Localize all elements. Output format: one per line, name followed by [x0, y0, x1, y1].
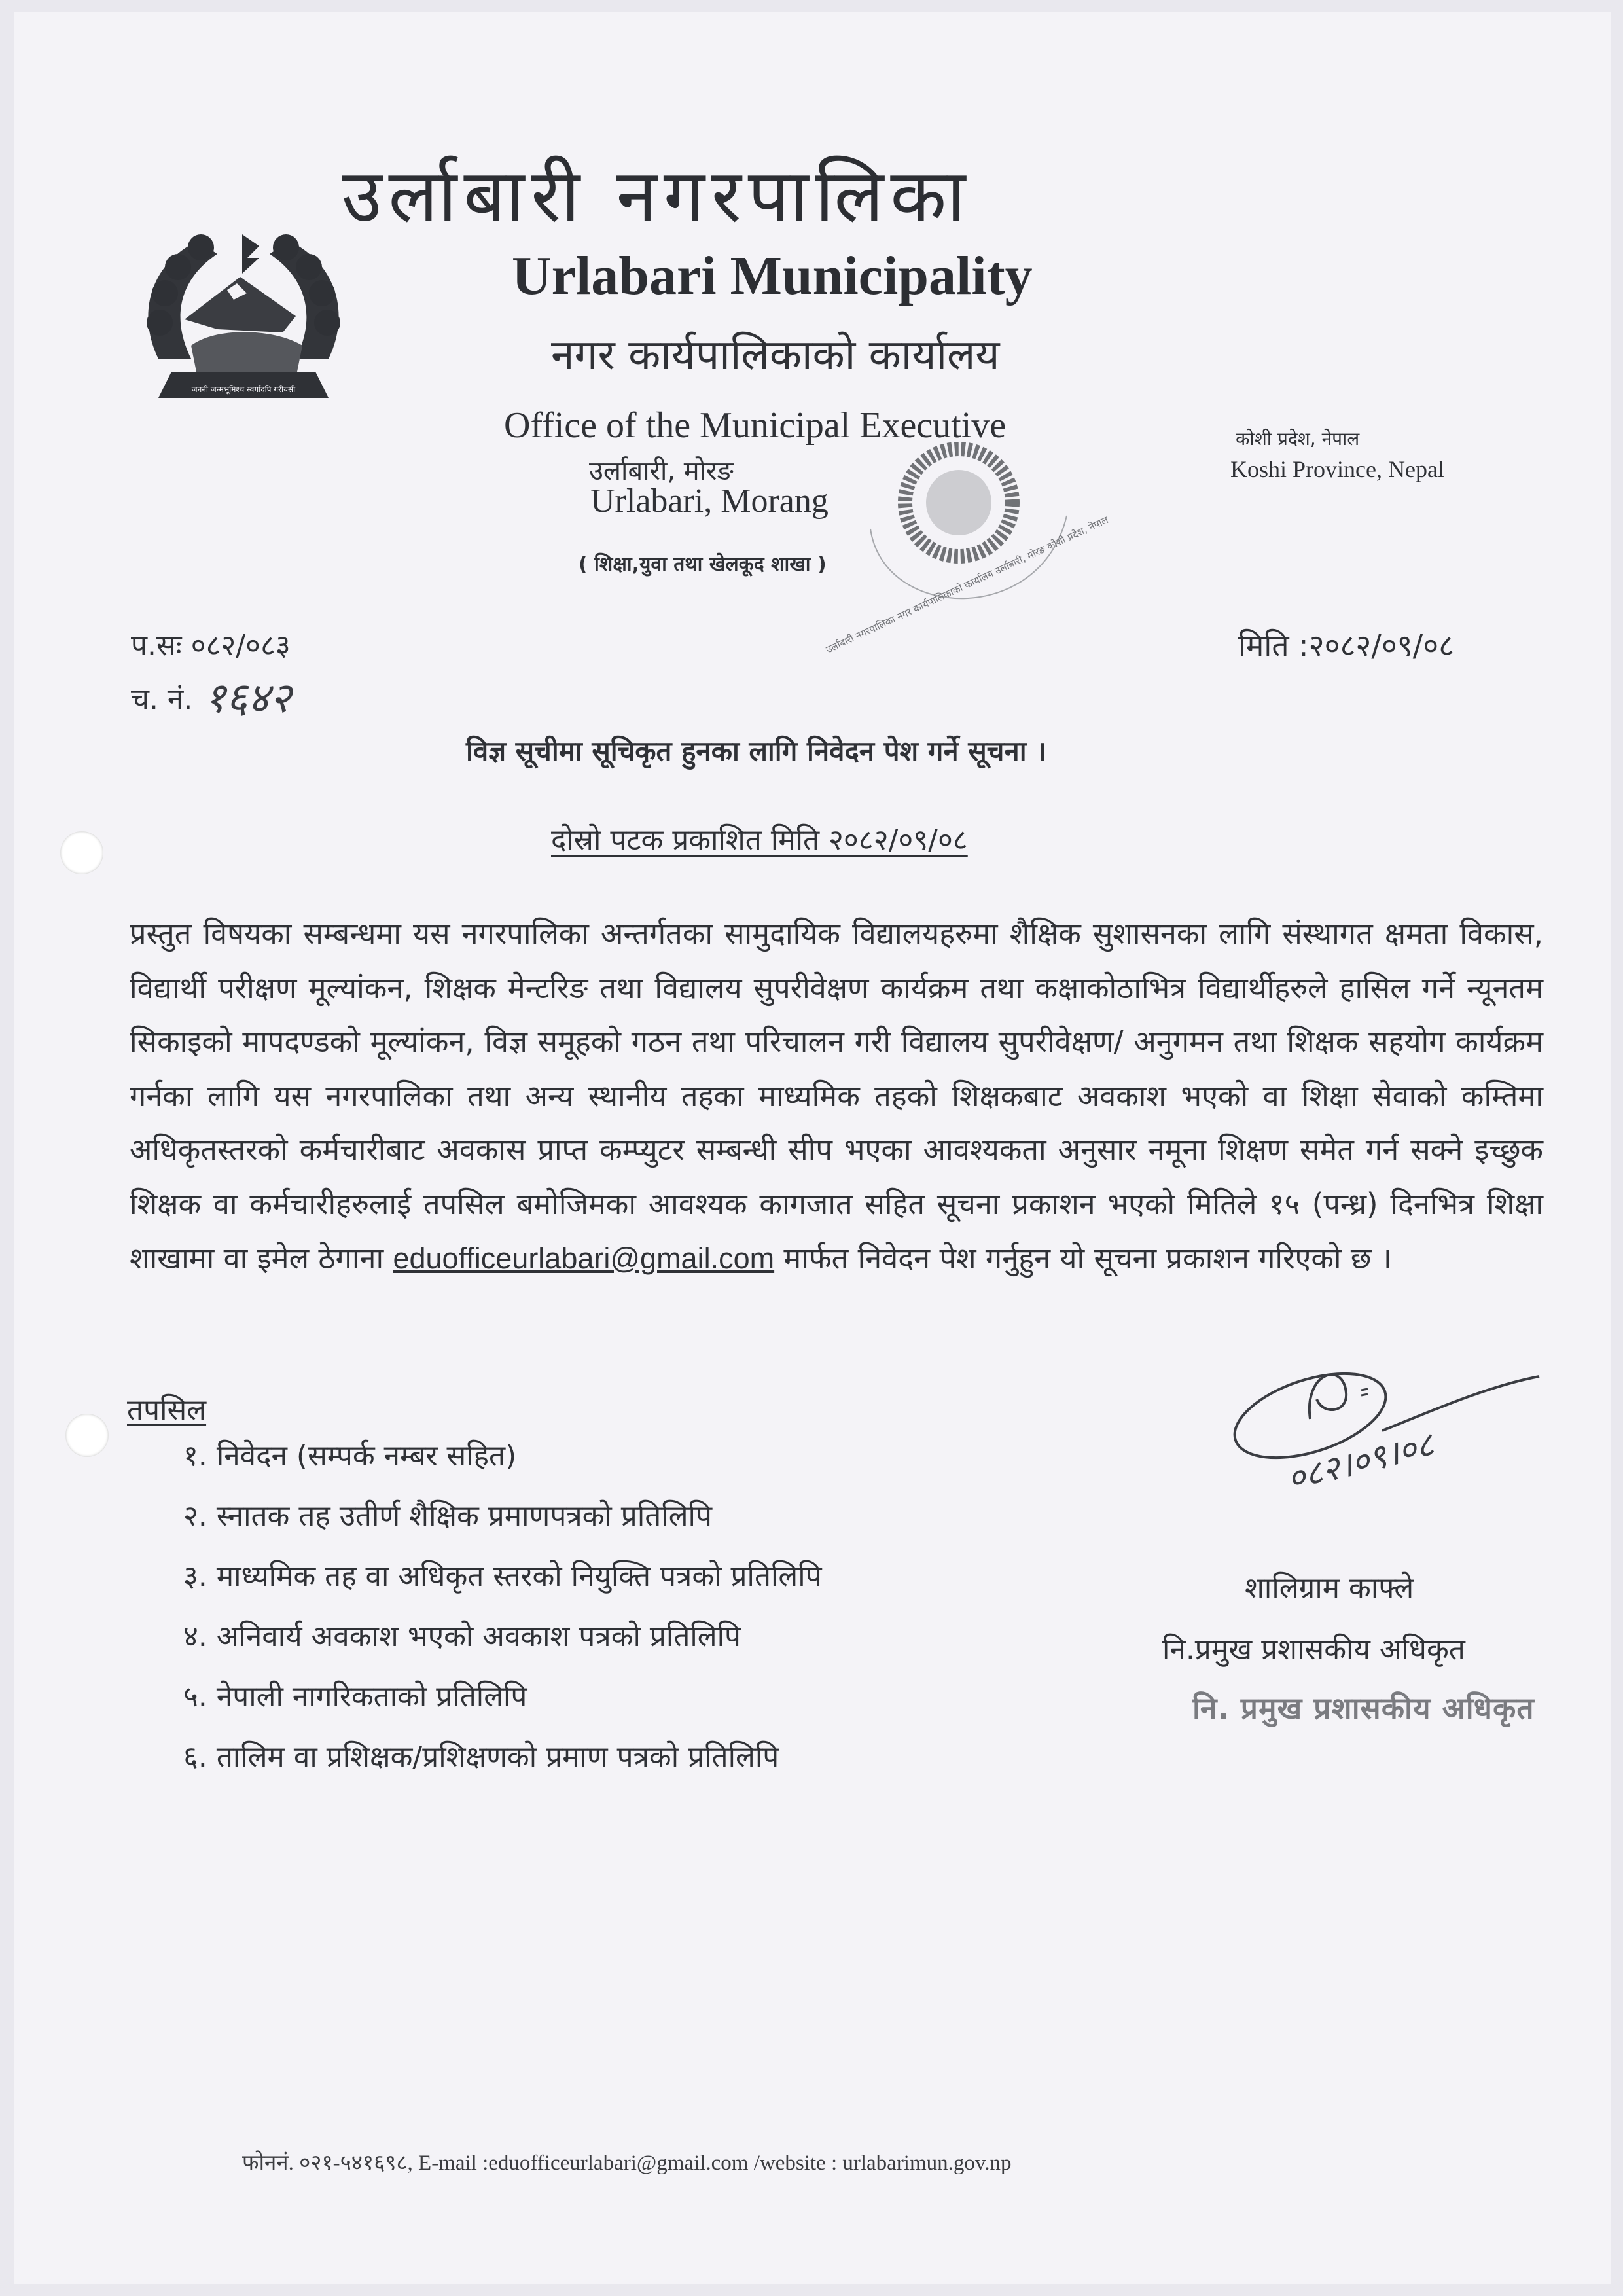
list-item: १. निवेदन (सम्पर्क नम्बर सहित) [183, 1439, 517, 1473]
emblem-motto: जननी जन्मभूमिश्च स्वर्गादपि गरीयसी [191, 385, 296, 394]
address-np: उर्लाबारी, मोरङ [589, 456, 734, 486]
signatory-designation: नि.प्रमुख प्रशासकीय अधिकृत [1162, 1633, 1465, 1666]
address-en: Urlabari, Morang [590, 482, 829, 520]
attachments-heading: तपसिल [127, 1393, 207, 1427]
signature-date: ०८२।०९।०८ [1283, 1425, 1438, 1499]
punch-hole [60, 831, 103, 874]
municipality-title-en: Urlabari Municipality [512, 245, 1033, 306]
footer-contact: फोननं. ०२१-५४१६९८, E-mail :eduofficeurlabari@gmail.com /website : urlabarimun.gov.np [242, 2151, 1012, 2175]
body-text: प्रस्तुत विषयका सम्बन्धमा यस नगरपालिका अन्तर्गतका सामुदायिक विद्यालयहरुमा शैक्षिक सुशासनका लागि संस्थागत क्षमता विकास, विद्यार्थी परीक्षण मूल्यांकन, शिक्षक मेन्टरिङ तथा विद्यालय सुपरीवेक्षण कार्यक्रम तथा कक्षाकोठाभित्र विद्यार्थीहरुले हासिल गर्ने न्यूनतम सिकाइको मापदण्डको मूल्यांकन, विज्ञ समूहको गठन तथा परिचालन गरी विद्यालय सुपरीवेक्षण/ अनुगमन तथा शिक्षक सहयोग कार्यक्रम गर्नका लागि यस नगरपालिका तथा अन्य स्थानीय तहका माध्यमिक तहको शिक्षकबाट अवकाश भएको वा शिक्षा सेवाको कम्तिमा अधिकृतस्तरको कर्मचारीबाट अवकास प्राप्त कम्प्युटर सम्बन्धी सीप भएका आवश्यकता अनुसार नमूना शिक्षण समेत गर्न सक्ने इच्छुक शिक्षक वा कर्मचारीहरुलाई तपसिल बमोजिमका आवश्यक कागजात सहित सूचना प्रकाशन भएको मितिले १५ (पन्ध्र) दिनभित्र शिक्षा शाखामा वा इमेल ठेगाना [130, 916, 1543, 1276]
office-title-np: नगर कार्यपालिकाको कार्यालय [551, 331, 1000, 380]
list-item: ५. नेपाली नागरिकताको प्रतिलिपि [183, 1680, 527, 1713]
punch-hole [65, 1414, 109, 1457]
municipality-title-np: उर्लाबारी नगरपालिका [342, 154, 972, 239]
office-title-en: Office of the Municipal Executive [504, 405, 1007, 446]
stamp-text: उर्लाबारी नगरपालिका नगर कार्यपालिकाको कार्यालय उर्लाबारी, मोरङ कोशी प्रदेश, नेपाल [824, 514, 1111, 656]
list-item: २. स्नातक तह उतीर्ण शैक्षिक प्रमाणपत्रको प्रतिलिपि [183, 1499, 712, 1533]
dispatch-number-label: च. नं. [131, 683, 193, 716]
letter-reference-number: प.सः ०८२/०८३ [131, 629, 291, 662]
province-np: कोशी प्रदेश, नेपाल [1236, 428, 1360, 450]
email-link[interactable]: eduofficeurlabari@gmail.com [393, 1241, 775, 1275]
branch-name: ( शिक्षा,युवा तथा खेलकूद शाखा ) [579, 553, 827, 576]
office-seal-stamp [824, 437, 1111, 660]
letter-date: मिति :२०८२/०९/०८ [1238, 628, 1455, 663]
designation-stamp: नि. प्रमुख प्रशासकीय अधिकृत [1192, 1691, 1535, 1726]
government-emblem-icon [119, 208, 368, 424]
dispatch-number-handwritten: १६४२ [204, 674, 292, 723]
list-item: ४. अनिवार्य अवकाश भएको अवकाश पत्रको प्रतिलिपि [183, 1620, 741, 1653]
list-item: ३. माध्यमिक तह वा अधिकृत स्तरको नियुक्ति पत्रको प्रतिलिपि [183, 1560, 822, 1593]
notice-body [130, 907, 1543, 1285]
attachments-list [183, 1435, 822, 1796]
body-text-end: मार्फत निवेदन पेश गर्नुहुन यो सूचना प्रकाशन गरिएको छ । [783, 1240, 1392, 1276]
second-publication-date: दोस्रो पटक प्रकाशित मिति २०८२/०९/०८ [551, 823, 968, 857]
handwritten-signature [1212, 1347, 1552, 1517]
notice-subject: विज्ञ सूचीमा सूचिकृत हुनका लागि निवेदन पेश गर्ने सूचना । [466, 735, 1047, 767]
document-page [14, 12, 1611, 2284]
list-item: ६. तालिम वा प्रशिक्षक/प्रशिक्षणको प्रमाण पत्रको प्रतिलिपि [183, 1740, 779, 1774]
province-en: Koshi Province, Nepal [1230, 456, 1444, 482]
signatory-name: शालिग्राम काफ्ले [1245, 1571, 1414, 1605]
